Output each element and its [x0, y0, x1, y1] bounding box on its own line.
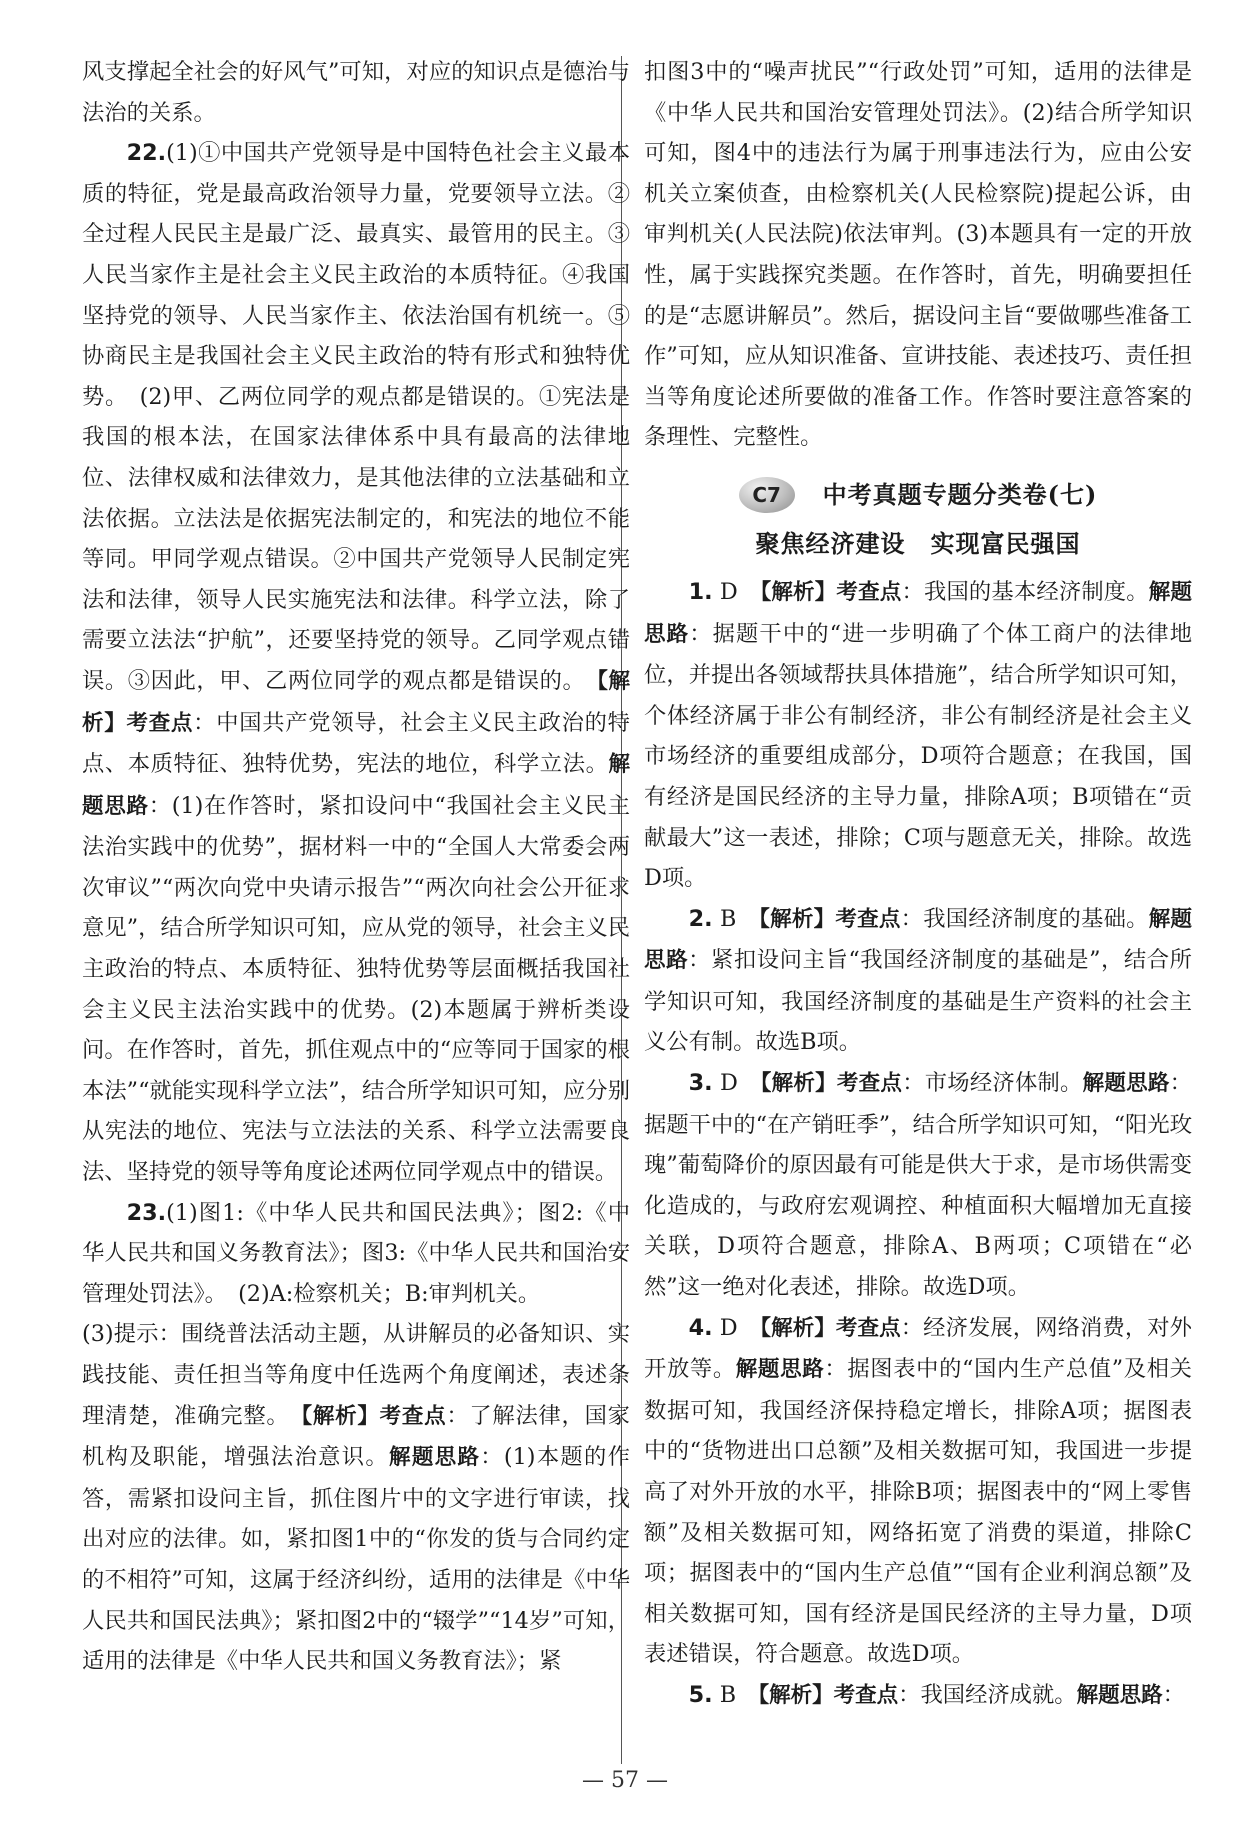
section-title: 中考真题专题分类卷(七): [822, 479, 1098, 509]
approach-label: 解题思路: [735, 1357, 825, 1383]
paragraph-text: 扣图3中的“噪声扰民”“行政处罚”可知，适用的法律是《中华人民共和国治安管理处罚法》。(2)结合所学知识可知，图4中的违法行为属于刑事违法行为，应由公安机关立案侦查，由检察机关(人民检察院)提起公诉，由审判机关(人民法院)依法审判。(3)本题具有一定的开放性，属于实践探究类题。在作答时，首先，明确要担任的是“志愿讲解员”。然后，据设问主旨“要做哪些准备工作”可知，应从知识准备、宣讲技能、表述技巧、责任担当等角度论述所要做的准备工作。作答时要注意答案的条理性、完整性。: [644, 59, 1192, 451]
section-header: [644, 470, 1192, 520]
knowledge-label: 考查点: [126, 710, 194, 736]
answer-text: (1)图1:《中华人民共和国民法典》；图2:《中华人民共和国义务教育法》；图3:《中华人民共和国治安管理处罚法》。 (2)A:检察机关；B:审判机关。: [82, 1199, 630, 1307]
answer-choice: D: [719, 1314, 738, 1341]
answer-item: [644, 1675, 1192, 1717]
approach-text: ：紧扣设问主旨“我国经济制度的基础是”，结合所学知识可知，我国经济制度的基础是生产资料的社会主义公有制。故选B项。: [644, 947, 1192, 1056]
approach-text: ：: [1162, 1681, 1185, 1708]
answer-23: [82, 1193, 630, 1315]
question-number: 2.: [688, 905, 713, 932]
answer-item: [644, 1308, 1192, 1675]
answer-text: (3)提示：围绕普法活动主题，从讲解员的必备知识、实践技能、责任担当等角度中任选两个角度阐述，表述条理清楚，准确完整。: [82, 1321, 630, 1429]
approach-text: ：据图表中的“国内生产总值”及相关数据可知，我国经济保持稳定增长，排除A项；据图表中的“货物进出口总额”及相关数据可知，我国进一步提高了对外开放的水平，排除B项；据图表中的“网上零售额”及相关数据可知，网络拓宽了消费的渠道，排除C项；据图表中的“国内生产总值”“国有企业利润总额”及相关数据可知，国有经济是国民经济的主导力量，D项表述错误，符合题意。故选D项。: [644, 1356, 1192, 1668]
knowledge-text: ：中国共产党领导，社会主义民主政治的特点、本质特征、独特优势，宪法的地位，科学立法。: [82, 709, 630, 778]
knowledge-text: ：我国经济成就。: [898, 1681, 1077, 1708]
answer-item: [644, 1063, 1192, 1308]
approach-label: 解题思路: [389, 1445, 481, 1471]
question-number: 1.: [688, 578, 713, 605]
question-number: 4.: [688, 1314, 713, 1341]
question-number: 22.: [126, 140, 167, 167]
analysis-tag: 【解析】: [760, 1071, 837, 1097]
knowledge-label: 考查点: [836, 1071, 903, 1097]
right-column: [644, 52, 1192, 1717]
left-column: [82, 52, 630, 1682]
paragraph: [82, 52, 630, 133]
knowledge-label: 考查点: [833, 1682, 899, 1708]
approach-text: ：(1)本题的作答，需紧扣设问主旨，抓住图片中的文字进行审读，找出对应的法律。如，紧扣图1中的“你发的货与合同约定的不相符”可知，这属于经济纠纷，适用的法律是《中华人民共和国民法典》；紧扣图2中的“辍学”“14岁”可知，适用的法律是《中华人民共和国义务教育法》；紧: [82, 1444, 630, 1675]
answer-choice: B: [719, 1681, 737, 1708]
question-number: 5.: [688, 1681, 713, 1708]
answer-23-part3: [82, 1314, 630, 1681]
answer-22: [82, 133, 630, 1192]
question-number: 23.: [126, 1199, 167, 1226]
answer-choice: D: [719, 578, 738, 605]
analysis-tag: 【解析】: [760, 1315, 836, 1341]
paragraph-text: 风支撑起全社会的好风气”可知，对应的知识点是德治与法治的关系。: [82, 59, 630, 126]
question-number: 3.: [688, 1070, 713, 1097]
knowledge-label: 考查点: [835, 1315, 901, 1341]
paragraph: [644, 52, 1192, 458]
knowledge-label: 考查点: [379, 1403, 447, 1429]
answer-item: [644, 899, 1192, 1063]
approach-label: 解题思路: [1082, 1071, 1170, 1097]
approach-text: ：据题干中的“在产销旺季”，结合所学知识可知，“阳光玫瑰”葡萄降价的原因最有可能是供大于求，是市场供需变化造成的，与政府宏观调控、种植面积大幅增加无直接关联，D项符合题意，排除A、B两项；C项错在“必然”这一绝对化表述，排除。故选D项。: [644, 1070, 1192, 1301]
analysis-tag: 【解析】: [760, 579, 837, 605]
knowledge-text: ：我国经济制度的基础。: [900, 905, 1149, 932]
page-number: — 57 —: [582, 1768, 668, 1793]
analysis-tag: 【解析】: [758, 1682, 834, 1708]
answer-choice: D: [719, 1070, 738, 1097]
approach-label: 解题思路: [644, 906, 1192, 974]
answer-choice: B: [719, 905, 737, 932]
answer-text: (1)①中国共产党领导是中国特色社会主义最本质的特征，党是最高政治领导力量，党要领导立法。②全过程人民民主是最广泛、最真实、最管用的民主。③人民当家作主是社会主义民主政治的本质特征。④我国坚持党的领导、人民当家作主、依法治国有机统一。⑤协商民主是我国社会主义民主政治的特有形式和独特优势。 (2)甲、乙两位同学的观点都是错误的。①宪法是我国的根本法，在国家法律体系中具有最高的法律地位、法律权威和法律效力，是其他法律的立法基础和立法依据。立法法是依据宪法制定的，和宪法的地位不能等同。甲同学观点错误。②中国共产党领导人民制定宪法和法律，领导人民实施宪法和法律。科学立法，除了需要立法法“护航”，还要坚持党的领导。乙同学观点错误。③因此，甲、乙两位同学的观点都是错误的。: [82, 140, 630, 694]
knowledge-label: 考查点: [836, 579, 902, 605]
approach-text: ：(1)在作答时，紧扣设问中“我国社会主义民主法治实践中的优势”，据材料一中的“全国人大常委会两次审议”“两次向党中央请示报告”“两次向社会公开征求意见”，结合所学知识可知，应从党的领导，社会主义民主政治的特点、本质特征、独特优势等层面概括我国社会主义民主法治实践中的优势。(2)本题属于辨析类设问。在作答时，首先，抓住观点中的“应等同于国家的根本法”“就能实现科学立法”，结合所学知识可知，应分别从宪法的地位、宪法与立法法的关系、科学立法需要良法、坚持党的领导等角度论述两位同学观点中的错误。: [82, 792, 630, 1186]
approach-label: 解题思路: [82, 752, 630, 819]
knowledge-text: ：经济发展，网络消费，对外开放等。: [644, 1314, 1192, 1383]
answer-item: [644, 572, 1192, 899]
section-badge: C7: [739, 477, 795, 513]
approach-text: ：据题干中的“进一步明确了个体工商户的法律地位，并提出各领域帮扶具体措施”，结合所学知识可知，个体经济属于非公有制经济，非公有制经济是社会主义市场经济的重要组成部分，D项符合题意；在我国，国有经济是国民经济的主导力量，排除A项；B项错在“贡献最大”这一表述，排除；C项与题意无关，排除。故选D项。: [644, 620, 1192, 892]
approach-label: 解题思路: [1076, 1682, 1163, 1708]
approach-label: 解题思路: [644, 579, 1192, 647]
analysis-tag: 【解析】: [82, 668, 630, 736]
knowledge-text: ：了解法律，国家机构及职能，增强法治意识。: [82, 1402, 630, 1471]
knowledge-label: 考查点: [835, 906, 901, 932]
analysis-tag: 【解析】: [301, 1403, 380, 1429]
knowledge-text: ：我国的基本经济制度。: [901, 578, 1149, 605]
knowledge-text: ：市场经济体制。: [902, 1070, 1083, 1097]
analysis-tag: 【解析】: [759, 906, 836, 932]
section-subtitle: 聚焦经济建设 实现富民强国: [755, 528, 1081, 558]
